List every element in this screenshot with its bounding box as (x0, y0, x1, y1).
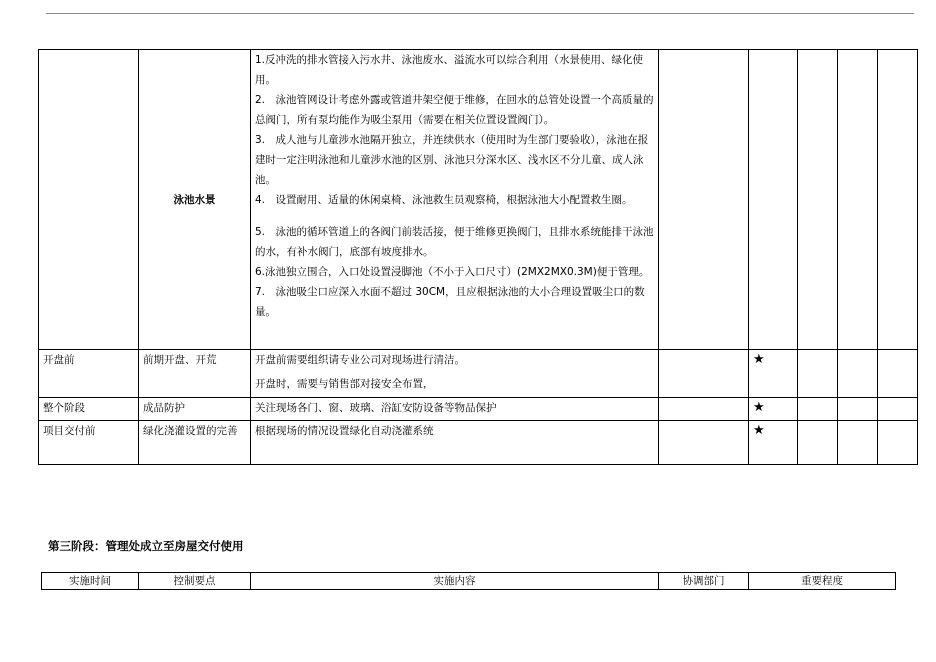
cell-extra (878, 398, 918, 421)
importance-star-icon: ★ (749, 350, 798, 398)
cell-content (251, 50, 659, 350)
content-paragraph: 4. 设置耐用、适量的休闲桌椅、泳池救生员观察椅，根据泳池大小配置救生圈。 (255, 194, 633, 206)
header-rule (46, 13, 914, 14)
cell-extra (798, 421, 838, 465)
cell-extra (838, 50, 878, 350)
cell-content: 关注现场各门、窗、玻璃、浴缸安防设备等物品保护 (251, 398, 659, 421)
table-row (39, 421, 918, 465)
header-importance: 重要程度 (749, 573, 896, 590)
cell-dept (659, 50, 749, 350)
header-dept: 协调部门 (659, 573, 749, 590)
content-paragraph: 1.反冲洗的排水管接入污水井、泳池废水、溢流水可以综合利用（水景使用、绿化使用。 (255, 54, 644, 86)
cell-control-point: 前期开盘、开荒 (139, 350, 251, 398)
table-row (39, 350, 918, 398)
cell-content (251, 350, 659, 398)
importance-star-icon: ★ (749, 398, 798, 421)
content-paragraph: 7. 泳池吸尘口应深入水面不超过 30CM，且应根据泳池的大小合理设置吸尘口的数量。 (255, 286, 645, 318)
cell-extra (798, 50, 838, 350)
cell-control-point: 泳池水景 (139, 50, 251, 350)
cell-extra (838, 350, 878, 398)
header-time: 实施时间 (42, 573, 139, 590)
cell-phase: 开盘前 (39, 350, 139, 398)
content-paragraph: 6.泳池独立围合，入口处设置浸脚池（不小于入口尺寸）(2MX2MX0.3M)便于管理。 (255, 266, 650, 278)
content-paragraph: 3. 成人池与儿童涉水池隔开独立，并连续供水（使用时为生部门要验收），泳池在报建时一定注明泳池和儿童涉水池的区别、泳池只分深水区、浅水区不分儿童、成人泳池。 (255, 134, 649, 186)
cell-extra (798, 350, 838, 398)
plan-table (38, 49, 918, 465)
cell-content: 根据现场的情况设置绿化自动浇灌系统 (251, 421, 659, 465)
table-header-row (42, 573, 896, 590)
header-content: 实施内容 (251, 573, 659, 590)
cell-extra (838, 421, 878, 465)
cell-phase: 整个阶段 (39, 398, 139, 421)
cell-dept (659, 421, 749, 465)
cell-extra (878, 50, 918, 350)
cell-extra (798, 398, 838, 421)
content-line: 开盘时，需要与销售部对接安全布置， (255, 378, 434, 390)
header-control-point: 控制要点 (139, 573, 251, 590)
importance-star-icon: ★ (749, 421, 798, 465)
cell-control-point: 成品防护 (139, 398, 251, 421)
cell-phase (39, 50, 139, 350)
cell-dept (659, 398, 749, 421)
cell-phase: 项目交付前 (39, 421, 139, 465)
content-paragraph: 2. 泳池管网设计考虑外露或管道井架空便于维修，在回水的总管处设置一个高质量的总阀门，所有泵均能作为吸尘泵用（需要在相关位置设置阀门）。 (255, 94, 654, 126)
section-title: 第三阶段：管理处成立至房屋交付使用 (48, 539, 244, 553)
content-paragraph: 5. 泳池的循环管道上的各阀门前装活接，便于维修更换阀门，且排水系统能排干泳池的水，有补水阀门，底部有坡度排水。 (255, 226, 654, 258)
content-line: 开盘前需要组织请专业公司对现场进行清洁。 (255, 354, 465, 366)
cell-dept (659, 350, 749, 398)
cell-importance (749, 50, 798, 350)
stage3-header-table (41, 572, 896, 590)
table-row (39, 50, 918, 350)
cell-extra (878, 350, 918, 398)
table-row (39, 398, 918, 421)
cell-extra (878, 421, 918, 465)
cell-extra (838, 398, 878, 421)
cell-control-point: 绿化浇灌设置的完善 (139, 421, 251, 465)
